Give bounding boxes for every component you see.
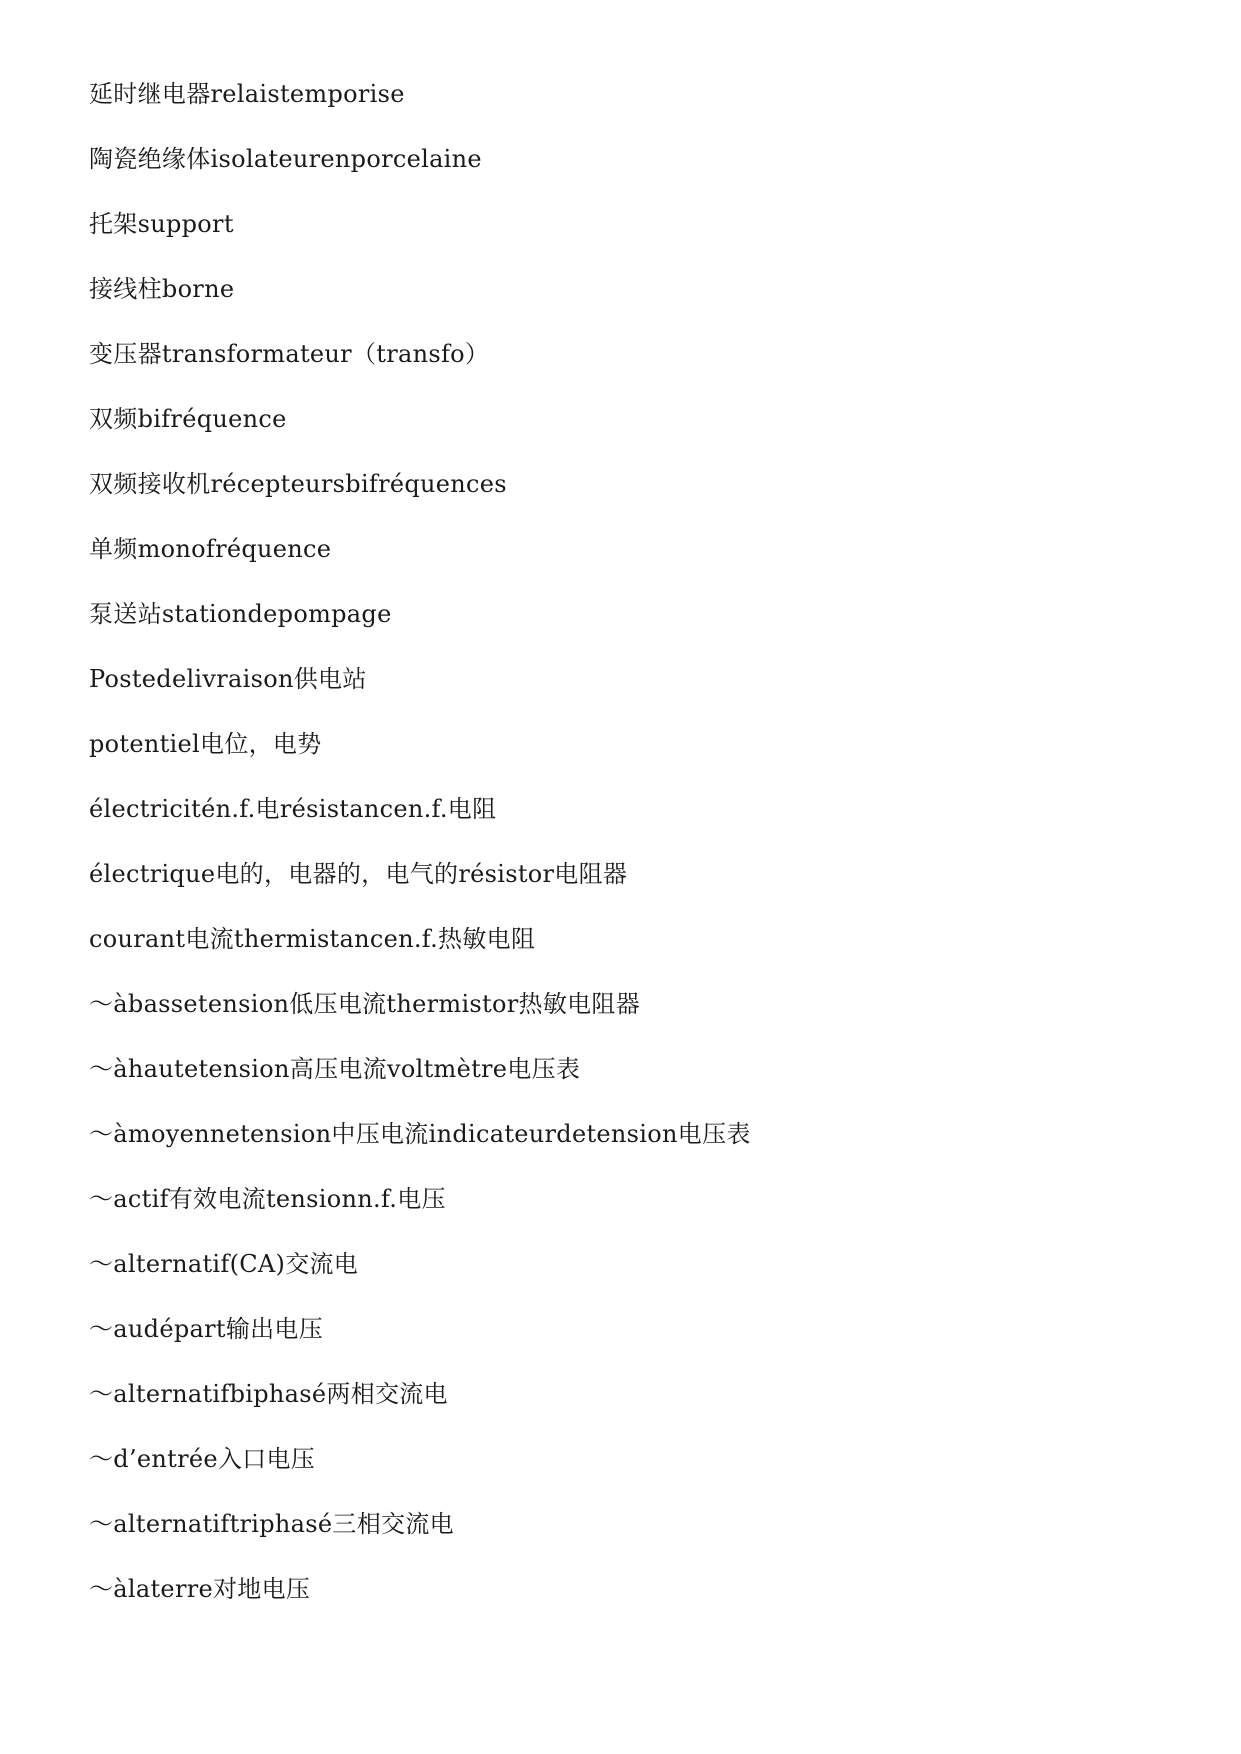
term-line: ～audépart输出电压 [89,1315,324,1343]
term-line: 双频接收机récepteursbifréquences [89,470,507,498]
term-line: ～actif有效电流tensionn.f.电压 [89,1185,446,1213]
term-line: ～alternatif(CA)交流电 [89,1250,359,1278]
term-line: ～àbassetension低压电流thermistor热敏电阻器 [89,990,641,1018]
term-line: ～alternatifbiphasé两相交流电 [89,1380,448,1408]
term-line: électrique电的，电器的，电气的résistor电阻器 [89,860,628,888]
term-line: 泵送站stationdepompage [89,600,392,628]
term-line: 延时继电器relaistemporise [89,80,405,108]
term-line: courant电流thermistancen.f.热敏电阻 [89,925,536,953]
term-line: 单频monofréquence [89,535,332,563]
term-line: 陶瓷绝缘体isolateurenporcelaine [89,145,482,173]
term-line: Postedelivraison供电站 [89,665,367,693]
term-line: 变压器transformateur（transfo） [89,340,490,368]
term-line: 托架support [89,210,234,238]
term-line: ～àlaterre对地电压 [89,1575,311,1603]
term-line: 接线柱borne [89,275,235,303]
term-line: ～alternatiftriphasé三相交流电 [89,1510,454,1538]
term-line: 双频bifréquence [89,405,287,433]
term-line: ～d’entrée入口电压 [89,1445,316,1473]
term-line: potentiel电位，电势 [89,730,322,758]
term-line: ～àhautetension高压电流voltmètre电压表 [89,1055,581,1083]
term-line: ～àmoyennetension中压电流indicateurdetension电压表 [89,1120,751,1148]
term-line: électricitén.f.电résistancen.f.电阻 [89,795,497,823]
term-list [89,70,1189,1630]
